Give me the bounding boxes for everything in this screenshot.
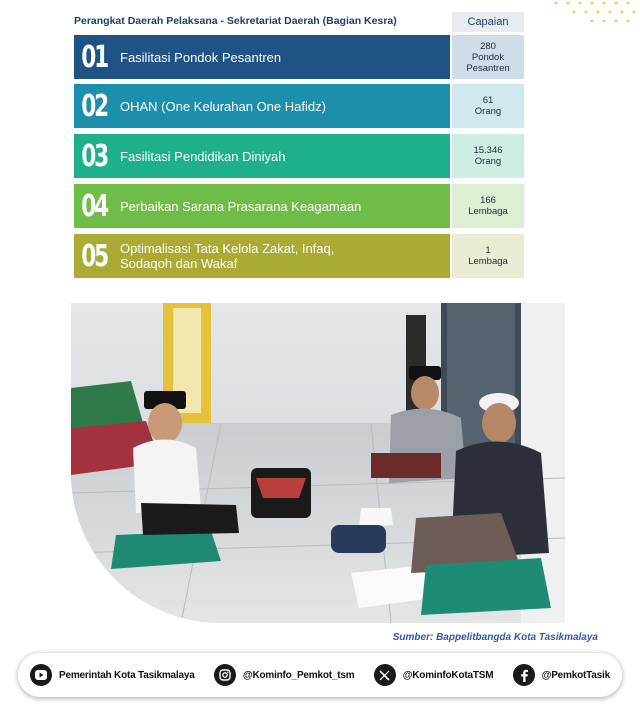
program-number: 04 (81, 188, 107, 224)
capaian-header: Capaian (452, 12, 524, 32)
social-x[interactable] (374, 664, 494, 686)
program-label: OHAN (One Kelurahan One Hafidz) (120, 98, 326, 114)
program-label: Optimalisasi Tata Kelola Zakat, Infaq, Sodaqoh dan Wakaf (120, 241, 335, 271)
program-row-02 (74, 84, 450, 128)
capaian-value-05: 1 Lembaga (452, 234, 524, 278)
capaian-value-04: 166 Lembaga (452, 184, 524, 228)
facebook-handle: @PemkotTasik (541, 669, 610, 681)
program-number: 03 (81, 138, 107, 174)
youtube-icon (30, 664, 52, 686)
activity-photo (71, 303, 565, 623)
facebook-icon (513, 664, 535, 686)
program-label: Perbaikan Sarana Prasarana Keagamaan (120, 198, 362, 214)
instagram-handle: @Kominfo_Pemkot_tsm (242, 669, 355, 681)
table-header-title: Perangkat Daerah Pelaksana - Sekretariat Daerah (Bagian Kesra) (74, 15, 397, 27)
instagram-icon (214, 664, 236, 686)
decorative-dots (550, 0, 640, 30)
capaian-value-01: 280 Pondok Pesantren (452, 35, 524, 79)
social-footer (18, 653, 622, 697)
program-row-03 (74, 134, 450, 178)
program-row-04 (74, 184, 450, 228)
program-number: 02 (81, 88, 107, 124)
program-label: Fasilitasi Pendidikan Diniyah (120, 148, 286, 164)
source-credit: Sumber: Bappelitbangda Kota Tasikmalaya (392, 632, 598, 643)
social-youtube[interactable] (30, 664, 195, 686)
program-row-05 (74, 234, 450, 278)
capaian-value-03: 15.346 Orang (452, 134, 524, 178)
x-icon (374, 664, 396, 686)
youtube-handle: Pemerintah Kota Tasikmalaya (59, 669, 195, 681)
program-label: Fasilitasi Pondok Pesantren (120, 49, 282, 65)
program-row-01 (74, 35, 450, 79)
social-facebook[interactable] (513, 664, 610, 686)
program-number: 01 (81, 39, 107, 75)
x-handle: @KominfoKotaTSM (402, 669, 494, 681)
program-number: 05 (81, 238, 107, 274)
social-instagram[interactable] (214, 664, 355, 686)
capaian-value-02: 61 Orang (452, 84, 524, 128)
